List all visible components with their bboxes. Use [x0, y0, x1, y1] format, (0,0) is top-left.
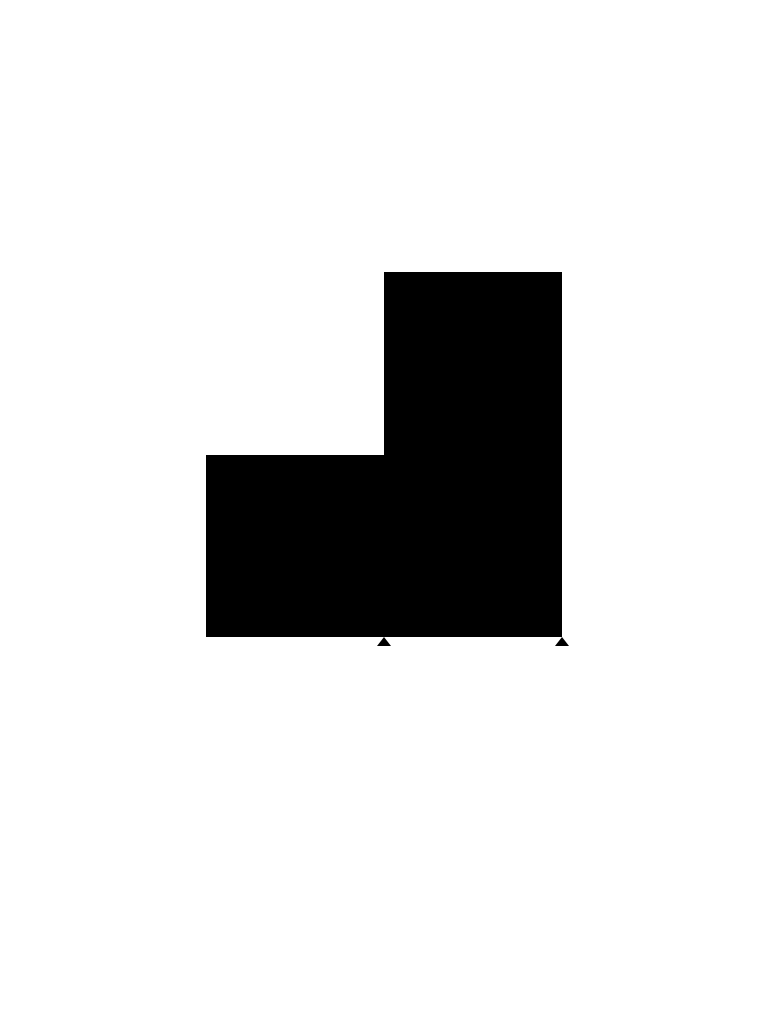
element-block-top [384, 272, 562, 455]
mesh-figure [180, 262, 600, 662]
roller-support-node-2 [374, 637, 394, 652]
element-block-bottom-right [384, 455, 562, 637]
fixed-support-node-1 [193, 637, 216, 652]
roller-support-node-5 [552, 637, 572, 652]
element-block-bottom-left [206, 455, 384, 637]
